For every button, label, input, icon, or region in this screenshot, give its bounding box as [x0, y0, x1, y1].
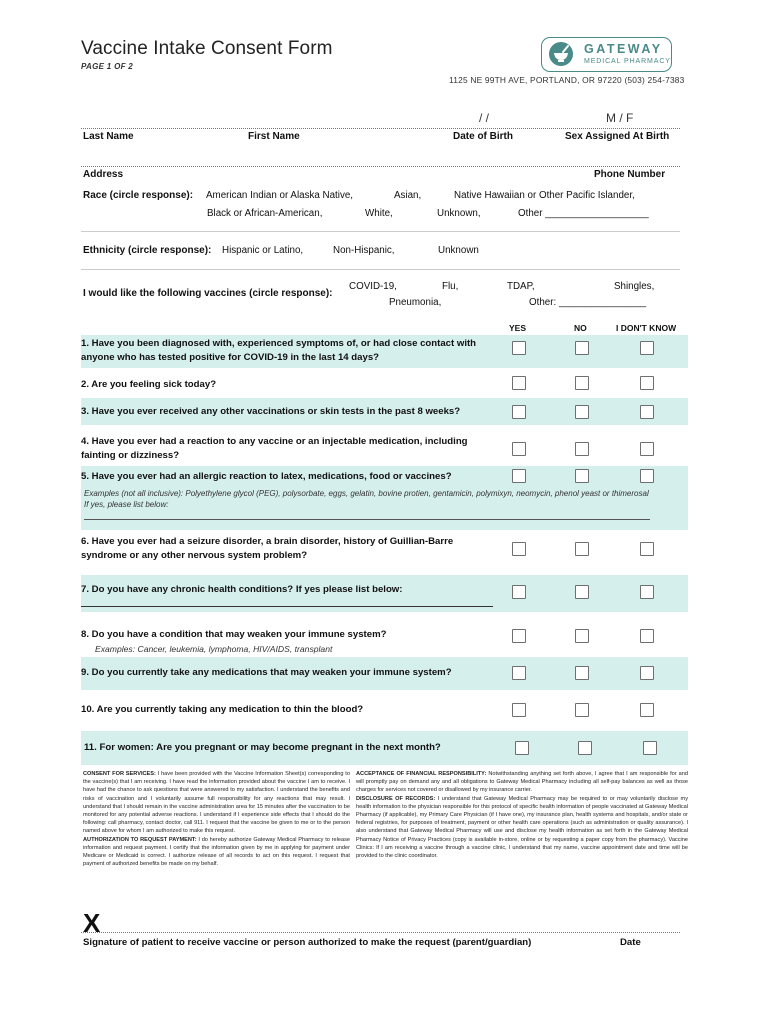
signature-x-mark: X: [83, 908, 101, 938]
question-6: 6. Have you ever had a seizure disorder, a brain disorder, history of Guillian-Barre syndrome or any other nervous system problem?: [81, 536, 454, 561]
consent-financial: ACCEPTANCE OF FINANCIAL RESPONSIBILITY: Notwithstanding anything set forth above, I agree that I am responsible for and will promptly pay on demand any and all obligations to Gateway Medical Pharmacy including all self-pay balances as well as those charges for services not covered or disallowed by my insurance carrier. DISCLOSURE OF RECORDS: I understand that Gateway Medical Pharmacy may be required to or may voluntarily disclose my health information to the physician responsible for this protocol of specific health information of people vaccinated at Gateway Medical Pharmacy (if applicable), my Primary Care Physician (if I have one), my insurance plan, health systems and hospitals, and/or state or federal registries, for purposes of treatment, payment or other health care operations (such as administration or quality assurance). I also understand that Gateway Medical Pharmacy will use and disclose my health information as set forth in the Gateway Medical Pharmacy Notice of Privacy Practices (copy is available in-store, online or by requesting a paper copy from the pharmacy). Vaccine Clinics: If I am receiving a vaccine through a vaccine clinic, I understand that my name, vaccine appointment date and time will be provided to the clinic coordinator.: [356, 771, 688, 860]
vaccine-option[interactable]: Shingles,: [614, 281, 655, 292]
question-8: 8. Do you have a condition that may weaken your immune system?: [81, 629, 387, 640]
ethnicity-option[interactable]: Unknown: [438, 245, 479, 256]
vaccine-option[interactable]: Flu,: [442, 281, 459, 292]
q5-list-prompt: If yes, please list below:: [84, 500, 169, 509]
q5-yes-checkbox[interactable]: [512, 469, 526, 483]
race-option[interactable]: Black or African-American,: [207, 208, 323, 219]
q7-list-line[interactable]: [81, 595, 493, 607]
question-5: 5. Have you ever had an allergic reaction to latex, medications, food or vaccines?: [81, 471, 452, 482]
q1-no-checkbox[interactable]: [575, 341, 589, 355]
phone-label: Phone Number: [594, 169, 666, 180]
q7-yes-checkbox[interactable]: [512, 585, 526, 599]
q3-dont-know-checkbox[interactable]: [640, 405, 654, 419]
address-label: Address: [83, 169, 124, 180]
question-4: 4. Have you ever had a reaction to any vaccine or an injectable medication, including fainting or dizziness?: [81, 436, 468, 461]
q5-dont-know-checkbox[interactable]: [640, 469, 654, 483]
race-option[interactable]: Asian,: [394, 190, 422, 201]
vaccine-option[interactable]: TDAP,: [507, 281, 535, 292]
q5-list-line[interactable]: [84, 508, 650, 520]
q4-yes-checkbox[interactable]: [512, 442, 526, 456]
question-1: 1. Have you been diagnosed with, experienced symptoms of, or had close contact with anyone who has tested positive for COVID-19 in the last 14 days?: [81, 338, 477, 363]
q10-dont-know-checkbox[interactable]: [640, 703, 654, 717]
q8-no-checkbox[interactable]: [575, 629, 589, 643]
pharmacy-address: 1125 NE 99TH AVE, PORTLAND, OR 97220 (503) 254-7383: [449, 75, 685, 85]
race-option[interactable]: Native Hawaiian or Other Pacific Islander,: [454, 190, 635, 201]
q2-dont-know-checkbox[interactable]: [640, 376, 654, 390]
q4-dont-know-checkbox[interactable]: [640, 442, 654, 456]
race-option[interactable]: American Indian or Alaska Native,: [206, 190, 354, 201]
ethnicity-option[interactable]: Non-Hispanic,: [333, 245, 395, 256]
ethnicity-label: Ethnicity (circle response):: [83, 245, 212, 256]
form-title: Vaccine Intake Consent Form: [81, 38, 333, 59]
q10-no-checkbox[interactable]: [575, 703, 589, 717]
q1-dont-know-checkbox[interactable]: [640, 341, 654, 355]
q4-no-checkbox[interactable]: [575, 442, 589, 456]
q9-dont-know-checkbox[interactable]: [640, 666, 654, 680]
q10-yes-checkbox[interactable]: [512, 703, 526, 717]
race-option[interactable]: White,: [365, 208, 393, 219]
column-dont-know: I DON'T KNOW: [616, 323, 677, 333]
race-option[interactable]: Unknown,: [437, 208, 481, 219]
question-11: 11. For women: Are you pregnant or may become pregnant in the next month?: [84, 742, 441, 753]
q2-no-checkbox[interactable]: [575, 376, 589, 390]
q5-no-checkbox[interactable]: [575, 469, 589, 483]
q6-no-checkbox[interactable]: [575, 542, 589, 556]
q6-dont-know-checkbox[interactable]: [640, 542, 654, 556]
q11-yes-checkbox[interactable]: [515, 741, 529, 755]
q3-no-checkbox[interactable]: [575, 405, 589, 419]
question-10: 10. Are you currently taking any medication to thin the blood?: [81, 704, 364, 715]
divider: [81, 231, 680, 232]
first-name-label: First Name: [248, 131, 300, 142]
q11-no-checkbox[interactable]: [578, 741, 592, 755]
sex-label: Sex Assigned At Birth: [565, 131, 670, 142]
q6-yes-checkbox[interactable]: [512, 542, 526, 556]
vaccine-option[interactable]: Pneumonia,: [389, 297, 442, 308]
column-yes: YES: [509, 323, 527, 333]
q8-yes-checkbox[interactable]: [512, 629, 526, 643]
name-dob-line[interactable]: [81, 128, 680, 129]
dob-slashes: / /: [479, 111, 490, 125]
vaccines-label: I would like the following vaccines (circle response):: [83, 288, 333, 299]
q5-examples: Examples (not all inclusive): Polyethylene glycol (PEG), polysorbate, eggs, gelatin, bovine protien, gentamicin, polymixyn, neomycin, phenol yeast or thimerosal: [84, 489, 649, 498]
q2-yes-checkbox[interactable]: [512, 376, 526, 390]
q7-no-checkbox[interactable]: [575, 585, 589, 599]
q11-dont-know-checkbox[interactable]: [643, 741, 657, 755]
address-line[interactable]: [81, 166, 680, 167]
question-3: 3. Have you ever received any other vaccinations or skin tests in the past 8 weeks?: [81, 406, 461, 417]
logo-name: GATEWAY: [584, 42, 663, 56]
q8-examples: Examples: Cancer, leukemia, lymphoma, HIV/AIDS, transplant: [95, 644, 333, 654]
q9-yes-checkbox[interactable]: [512, 666, 526, 680]
q3-yes-checkbox[interactable]: [512, 405, 526, 419]
q8-dont-know-checkbox[interactable]: [640, 629, 654, 643]
signature-line[interactable]: [81, 932, 680, 933]
divider: [81, 269, 680, 270]
last-name-label: Last Name: [83, 131, 134, 142]
q9-no-checkbox[interactable]: [575, 666, 589, 680]
q1-yes-checkbox[interactable]: [512, 341, 526, 355]
question-7: 7. Do you have any chronic health conditions? If yes please list below:: [81, 584, 403, 595]
signature-label: Signature of patient to receive vaccine or person authorized to make the request (parent/guardian): [83, 937, 532, 948]
dob-label: Date of Birth: [453, 131, 513, 142]
ethnicity-option[interactable]: Hispanic or Latino,: [222, 245, 304, 256]
vaccine-option-other[interactable]: Other: ________________: [529, 297, 647, 308]
consent-services: CONSENT FOR SERVICES: I have been provided with the Vaccine Information Sheet(s) corresponding to the vaccine(s) that I am receiving. I have read the information provided about the vaccine I am to receive. I have had the chance to ask questions that were answered to my satisfaction. I understand the benefits and risks of vaccination and I voluntarily assume full responsibility for any reactions that may result. I understand that I should remain in the vaccine administration area for 15 minutes after the vaccination to be monitored for any potential adverse reactions. I understand if I experience side effects that I should do the following: call pharmacy, contact doctor, call 911. I request that the vaccine be given to me or to the person named above for whom I am authorized to make this request. AUTHORIZATION TO REQUEST PAYMENT: I do hereby authorize Gateway Medical Pharmacy to release information and request payment. I certify that the information given by me in applying for payment under Medicare or Medicaid is correct. I authorize release of all records to act on this request. I request that payment of authorized benefits be made on my behalf.: [83, 771, 350, 868]
mortar-pestle-icon: [548, 41, 574, 67]
date-label: Date: [620, 937, 641, 948]
question-2: 2. Are you feeling sick today?: [81, 379, 217, 390]
race-label: Race (circle response):: [83, 190, 194, 201]
sex-options[interactable]: M / F: [606, 111, 634, 125]
vaccine-option[interactable]: COVID-19,: [349, 281, 397, 292]
q7-dont-know-checkbox[interactable]: [640, 585, 654, 599]
page-number: PAGE 1 OF 2: [81, 62, 134, 71]
column-no: NO: [574, 323, 587, 333]
question-9: 9. Do you currently take any medications that may weaken your immune system?: [81, 667, 452, 678]
race-option-other[interactable]: Other ___________________: [518, 208, 649, 219]
logo-subtitle: MEDICAL PHARMACY: [584, 58, 671, 65]
